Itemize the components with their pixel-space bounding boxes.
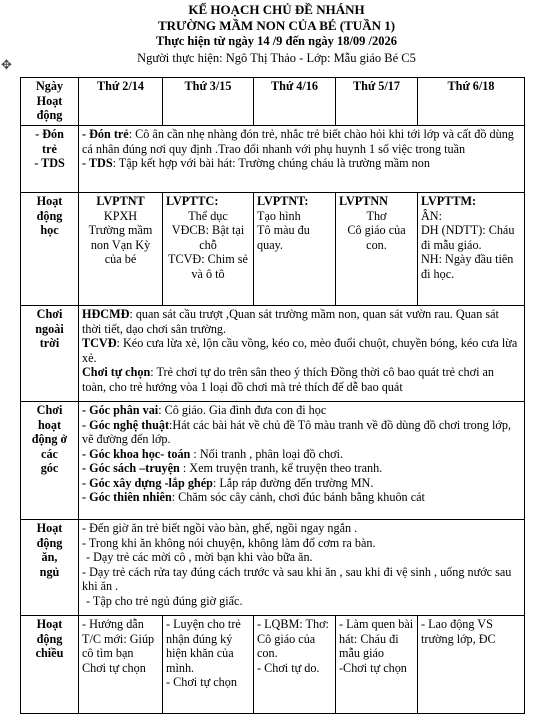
lesson-domain: LVPTNT [96, 194, 145, 208]
lesson-domain: LVPTNN [339, 194, 388, 208]
choi-tu-chon-text: : Trẻ chơi tự do trên sân theo ý thích Đồng thời cô bao quát trẻ chơi an toàn, cho trẻ hướng vòa 1 loại đồ chơi mà trẻ thích để dễ bao quát [82, 365, 495, 394]
label-tcvd: TCVĐ [82, 336, 117, 350]
list-item: - Góc khoa học- toán : Nối tranh , phân loại đồ chơi. [82, 446, 344, 461]
table-header-row [21, 78, 525, 126]
row-label: Chơi ngoài trời [21, 306, 79, 402]
plan-dates: Thực hiện từ ngày 14 /9 đến ngày 18/09 /2026 [155, 34, 398, 48]
row-chieu [21, 616, 525, 714]
lesson-cell-mon [79, 193, 163, 306]
list-item: - Tập cho trẻ ngủ đúng giờ giấc. [86, 593, 243, 608]
lesson-domain: LVPTNT: [257, 194, 309, 208]
lesson-domain: LVPTTM: [421, 194, 477, 208]
list-item: - Dạy trẻ cách rửa tay đúng cách trước và sau khi ăn , sau khi đi vệ sinh , uống nước sau khi ăn . [82, 564, 512, 593]
lesson-body: Tạo hình Tô màu đu quay. [257, 208, 310, 252]
day-header: Thứ 4/16 [254, 78, 336, 126]
afternoon-cell-tue: - Luyện cho trẻ nhận đúng ký hiện khăn của mình. - Chơi tự chọn [163, 616, 254, 714]
corner-play-content [79, 402, 525, 520]
list-item: - Trong khi ăn không nói chuyện, không làm đổ cơm ra bàn. [82, 535, 376, 550]
corner-cell: Ngày Hoạt động [21, 78, 79, 126]
list-item: - Góc phân vai: Cô giáo. Gia đình đưa con đi học [82, 403, 327, 417]
outdoor-content [79, 306, 525, 402]
plan-title: KẾ HOẠCH CHỦ ĐỀ NHÁNH [188, 2, 365, 17]
row-label: Hoạt động học [21, 193, 79, 306]
row-label: - Đón trẻ - TDS [21, 126, 79, 193]
lesson-domain: LVPTTC: [166, 194, 219, 208]
label-don-tre: - Đón trẻ [82, 127, 129, 141]
plan-subtitle: TRƯỜNG MẦM NON CỦA BÉ (TUẦN 1) [157, 18, 396, 33]
afternoon-cell-thu: - Làm quen bài hát: Cháu đi mẫu giáo -Chơi tự chọn [336, 616, 418, 714]
don-tre-text: : Cô ân cần nhẹ nhàng đón trẻ, nhắc trẻ biết chào hỏi khi tới lớp và cất đồ dùng cá nhân đúng nơi quy định .Trao đổi nhanh với phụ huynh 1 số việc trong tuần [82, 127, 514, 156]
list-item: - Dạy trẻ các mời cô , mời bạn khi vào bữa ăn. [86, 550, 313, 564]
hdcmd-text: : quan sát cầu trượt ,Quan sát trường mầm non, quan sát vườn rau. Quan sát thời tiết, dạo chơi sân trường. [82, 307, 499, 336]
day-header: Thứ 3/15 [163, 78, 254, 126]
list-item: - Góc thiên nhiên: Chăm sóc cây cảnh, chơi đúc bánh bằng khuôn cát [82, 490, 425, 504]
label-choi-tu-chon: Chơi tự chọn [82, 365, 151, 379]
eat-sleep-content [79, 520, 525, 616]
afternoon-cell-wed: - LQBM: Thơ: Cô giáo của con. - Chơi tự do. [254, 616, 336, 714]
row-label: Hoạt động ăn, ngủ [21, 520, 79, 616]
label-tds: - TDS [82, 156, 113, 170]
lesson-body: KPXH Trường mầm non Vạn Kỳ của bé [88, 208, 153, 266]
row-label: Hoạt động chiều [21, 616, 79, 714]
row-don-tre [21, 126, 525, 193]
lesson-cell-fri [418, 193, 525, 306]
lesson-body: ÂN: DH (NDTT): Cháu đi mẫu giáo. NH: Ngày đầu tiên đi học. [421, 208, 515, 281]
plan-author: Người thực hiện: Ngô Thị Thảo - Lớp: Mẫu giáo Bé C5 [137, 51, 416, 65]
row-label: Chơi hoạt động ở các góc [21, 402, 79, 520]
don-tre-content [79, 126, 525, 193]
row-an-ngu [21, 520, 525, 616]
list-item: - Góc xây dựng -lắp ghép: Lắp ráp đường đến trường MN. [82, 475, 374, 490]
lesson-cell-thu [336, 193, 418, 306]
list-item: - Đến giờ ăn trẻ biết ngồi vào bàn, ghế, ngồi ngay ngắn . [82, 521, 358, 535]
lesson-cell-wed [254, 193, 336, 306]
day-header: Thứ 2/14 [79, 78, 163, 126]
lesson-body: Thể dục VĐCB: Bật tại chỗ TCVĐ: Chim sẻ và ô tô [168, 208, 248, 281]
afternoon-cell-mon: - Hướng dẫn T/C mới: Giúp cô tìm bạn Chơi tự chọn [79, 616, 163, 714]
day-header: Thứ 6/18 [418, 78, 525, 126]
day-header: Thứ 5/17 [336, 78, 418, 126]
row-choi-goc [21, 402, 525, 520]
label-hdcmd: HĐCMĐ [82, 307, 130, 321]
lesson-body: Thơ Cô giáo của con. [347, 208, 406, 252]
lesson-cell-tue [163, 193, 254, 306]
table-move-handle-icon[interactable]: ✥ [1, 58, 12, 73]
list-item: - Góc nghệ thuật:Hát các bài hát về chủ đề Tô màu tranh về đồ dùng đồ chơi trong lớp, vẽ đường đến lớp. [82, 417, 511, 446]
weekly-plan-table [20, 77, 525, 714]
tds-text: : Tập kết hợp với bài hát: Trường chúng cháu là trường mầm non [112, 156, 430, 170]
row-choi-ngoai-troi [21, 306, 525, 402]
row-hoat-dong-hoc [21, 193, 525, 306]
tcvd-text: : Kéo cưa lừa xẻ, lộn cầu vồng, kéo co, mèo đuổi chuột, chuyền bóng, kéo cưa lừa xẻ. [82, 336, 518, 365]
afternoon-cell-fri: - Lao động VS trường lớp, ĐC [418, 616, 525, 714]
list-item: - Góc sách –truyện : Xem truyện tranh, kể truyện theo tranh. [82, 461, 383, 475]
